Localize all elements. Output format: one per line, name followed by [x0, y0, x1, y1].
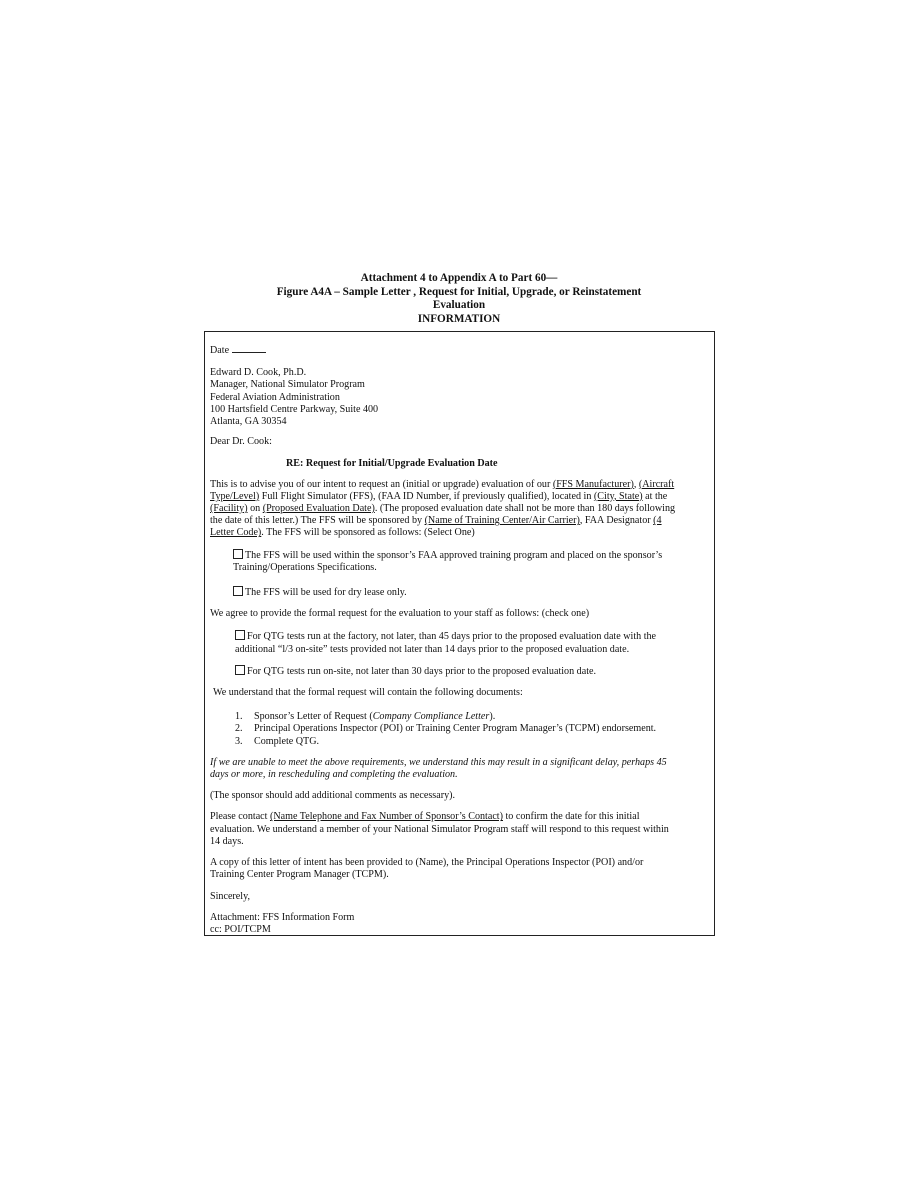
documents-list [210, 711, 708, 748]
address-line: Federal Aviation Administration [210, 391, 340, 403]
training-center-field: (Name of Training Center/Air Carrier) [424, 515, 580, 527]
intent-paragraph: This is to advise you of our intent to request an (initial or upgrade) evaluation of our (FFS Manufacturer), (Aircraft Type/Level) Full Flight Simulator (FFS), (FAA ID Number, if previously qualified), located in (City, State) at the (Facility) on (Proposed Evaluation Date). (The proposed evaluation date shall not be more than 180 days following the date of this letter.) The FFS will be sponsored by (Name of Training Center/Air Carrier), FAA Designator (4 Letter Code). The FFS will be sponsored as follows: (Select One) [210, 478, 676, 539]
copy-paragraph: A copy of this letter of intent has been provided to (Name), the Principal Operations Inspector (POI) and/or Training Center Program Manager (TCPM). [210, 857, 644, 881]
salutation: Dear Dr. Cook: [210, 436, 272, 448]
checkbox-qtg-onsite[interactable] [235, 665, 245, 675]
address-line: Edward D. Cook, Ph.D. [210, 367, 307, 379]
date-blank [232, 343, 266, 353]
heading-information: INFORMATION [417, 312, 501, 325]
list-item: 3. Complete QTG. [235, 735, 320, 747]
sponsor-option-training: The FFS will be used within the sponsor’s FAA approved training program and placed on the sponsor’s Training/Operations Specifications. [233, 549, 663, 573]
list-item: 1. Sponsor’s Letter of Request (Company Compliance Letter). [235, 711, 496, 723]
aircraft-type-field-cont: Type/Level) [210, 490, 260, 502]
contact-paragraph: Please contact (Name Telephone and Fax Number of Sponsor’s Contact) to confirm the date for this initial evaluation. We understand a member of your National Simulator Program staff will respond to this request within 14 days. [210, 811, 669, 847]
city-state-field: (City, State) [593, 490, 643, 502]
address-line: Manager, National Simulator Program [210, 379, 365, 391]
document-heading [0, 272, 918, 326]
date-line [210, 343, 708, 357]
checkbox-qtg-factory[interactable] [235, 630, 245, 640]
warning-paragraph: If we are unable to meet the above requirements, we understand this may result in a significant delay, perhaps 45 days or more, in rescheduling and completing the evaluation. [210, 756, 667, 781]
address-line: 100 Hartsfield Centre Parkway, Suite 400 [210, 403, 379, 415]
sponsor-note: (The sponsor should add additional comments as necessary). [210, 790, 455, 802]
ffs-manufacturer-field: (FFS Manufacturer) [552, 478, 634, 490]
sample-letter-box [204, 331, 715, 936]
closing: Sincerely, [210, 890, 250, 902]
facility-field: (Facility) [210, 503, 248, 515]
heading-figure-title-cont: Evaluation [432, 299, 486, 311]
heading-attachment: Attachment 4 to Appendix A to Part 60— [360, 272, 558, 284]
checkbox-dry-lease[interactable] [233, 586, 243, 596]
documents-intro: We understand that the formal request will contain the following documents: [213, 687, 523, 699]
re-line: RE: Request for Initial/Upgrade Evaluation Date [286, 458, 498, 470]
heading-figure-title: Figure A4A – Sample Letter , Request for Initial, Upgrade, or Reinstatement [276, 285, 642, 298]
sponsor-option-dry-lease: The FFS will be used for dry lease only. [210, 586, 708, 599]
cc-line: cc: POI/TCPM [210, 923, 271, 935]
qtg-option-factory: For QTG tests run at the factory, not later, than 45 days prior to the proposed evaluation date with the additional “l/3 on-site” tests provided not later than 14 days prior to the proposed evaluation date. [235, 631, 657, 655]
proposed-date-field: (Proposed Evaluation Date) [262, 503, 375, 515]
address-line: Atlanta, GA 30354 [210, 416, 287, 428]
aircraft-type-field: (Aircraft [638, 478, 675, 490]
attachment-line: Attachment: FFS Information Form [210, 911, 355, 923]
list-item: 2. Principal Operations Inspector (POI) or Training Center Program Manager’s (TCPM) endorsement. [235, 723, 657, 735]
designator-field-cont: Letter Code) [210, 527, 262, 539]
recipient-address [210, 367, 708, 428]
date-label: Date [210, 345, 230, 356]
agree-paragraph: We agree to provide the formal request for the evaluation to your staff as follows: (check one) [210, 608, 590, 620]
designator-field: (4 [653, 515, 662, 527]
checkbox-training-program[interactable] [233, 549, 243, 559]
sponsor-contact-field: (Name Telephone and Fax Number of Sponsor’s Contact) [269, 811, 503, 823]
qtg-option-onsite: For QTG tests run on-site, not later than 30 days prior to the proposed evaluation date. [210, 665, 708, 678]
